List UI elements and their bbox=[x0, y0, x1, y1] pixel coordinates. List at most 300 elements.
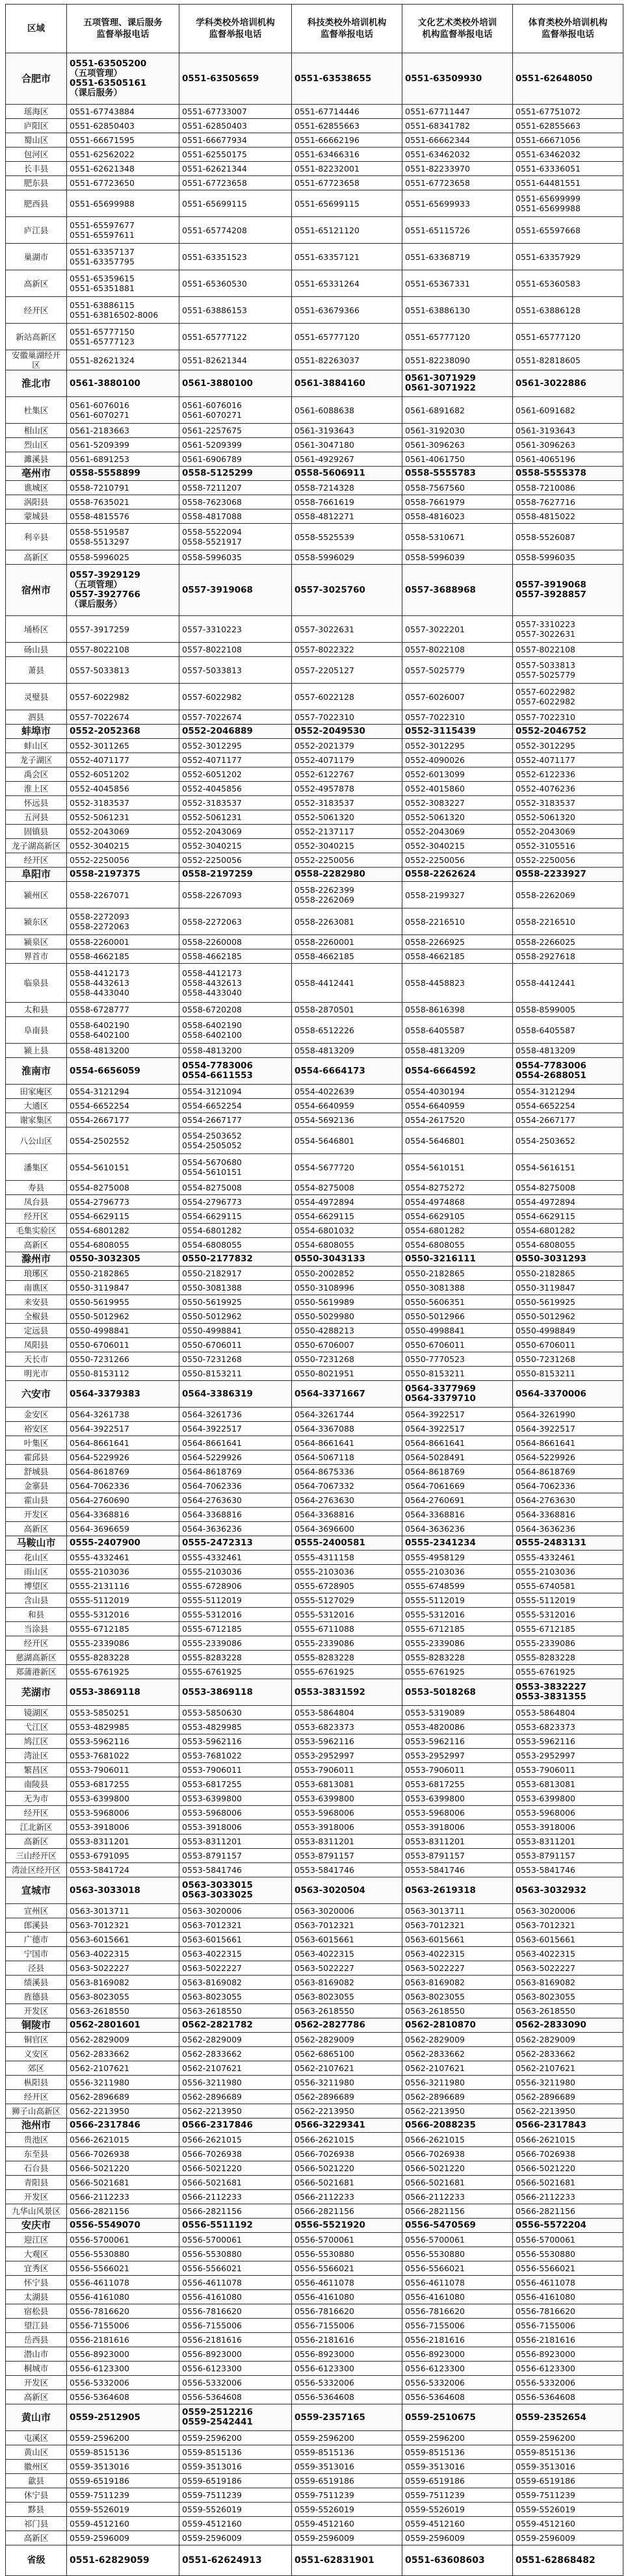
subject-training-phone: 0562-2107621 bbox=[179, 2061, 292, 2076]
sports-training-phone: 0561-6091682 bbox=[513, 397, 623, 424]
arts-training-phone: 0564-5028491 bbox=[402, 1450, 513, 1465]
tech-training-phone: 0559-2596009 bbox=[292, 2531, 402, 2545]
subject-training-phone: 0550-5619925 bbox=[179, 1295, 292, 1309]
area-cell: 鸠江区 bbox=[6, 1734, 67, 1749]
area-cell: 和县 bbox=[6, 1608, 67, 1622]
area-cell: 淮上区 bbox=[6, 782, 67, 796]
arts-training-phone: 0553-6817255 bbox=[402, 1777, 513, 1792]
sports-training-phone: 0556-5530880 bbox=[513, 2247, 623, 2261]
tech-training-phone: 0559-8515136 bbox=[292, 2445, 402, 2460]
five-management-phone: 0553-3869118 bbox=[67, 1679, 179, 1706]
five-management-phone: 0564-5229926 bbox=[67, 1450, 179, 1465]
tech-training-phone: 0562-2829009 bbox=[292, 2033, 402, 2047]
subject-training-phone: 0561-5209399 bbox=[179, 438, 292, 452]
subject-training-phone: 0551-66677934 bbox=[179, 133, 292, 148]
area-cell: 高新区 bbox=[6, 270, 67, 297]
tech-training-phone: 0564-5067118 bbox=[292, 1450, 402, 1465]
subject-training-phone: 0566-2317846 bbox=[179, 2119, 292, 2133]
district-row bbox=[6, 657, 623, 684]
tech-training-phone: 0551-66662196 bbox=[292, 133, 402, 148]
arts-training-phone: 0551-82233970 bbox=[402, 162, 513, 176]
five-management-phone: 0564-3379383 bbox=[67, 1381, 179, 1408]
sports-training-phone: 0551-63886128 bbox=[513, 297, 623, 324]
arts-training-phone: 0564-8661641 bbox=[402, 1436, 513, 1450]
sports-training-phone: 0553-6823373 bbox=[513, 1720, 623, 1734]
sports-training-phone: 0550-2182865 bbox=[513, 1267, 623, 1281]
sports-training-phone: 0551-67751072 bbox=[513, 105, 623, 119]
five-management-phone: 0552-5061231 bbox=[67, 810, 179, 825]
five-management-phone: 0564-7062336 bbox=[67, 1479, 179, 1493]
sports-training-phone: 0554-8275008 bbox=[513, 1181, 623, 1195]
subject-training-phone: 0564-3636236 bbox=[179, 1522, 292, 1536]
subject-training-phone: 0556-5566021 bbox=[179, 2261, 292, 2276]
subject-training-phone: 0553-5841746 bbox=[179, 1863, 292, 1877]
tech-training-phone: 0552-2049530 bbox=[292, 725, 402, 739]
tech-training-phone: 0552-2137117 bbox=[292, 825, 402, 839]
subject-training-phone: 0554-2796773 bbox=[179, 1195, 292, 1209]
district-row bbox=[6, 1806, 623, 1820]
five-management-phone: 0553-6817255 bbox=[67, 1777, 179, 1792]
subject-training-phone: 0550-2177832 bbox=[179, 1252, 292, 1267]
area-cell: 黄山区 bbox=[6, 2445, 67, 2460]
area-cell: 经开区 bbox=[6, 853, 67, 868]
tech-training-phone: 0552-4957878 bbox=[292, 782, 402, 796]
tech-training-phone: 0563-8023055 bbox=[292, 1990, 402, 2004]
district-row bbox=[6, 424, 623, 438]
area-cell: 省级 bbox=[6, 2545, 67, 2576]
district-row bbox=[6, 1408, 623, 1422]
sports-training-phone: 0550-5619925 bbox=[513, 1295, 623, 1309]
subject-training-phone: 0563-8023055 bbox=[179, 1990, 292, 2004]
tech-training-phone: 0554-8275008 bbox=[292, 1181, 402, 1195]
district-row bbox=[6, 2190, 623, 2204]
area-cell: 庐江县 bbox=[6, 217, 67, 244]
district-row bbox=[6, 1551, 623, 1565]
area-cell: 湾沚区经开区 bbox=[6, 1863, 67, 1877]
tech-training-phone: 0566-5021220 bbox=[292, 2161, 402, 2176]
tech-training-phone: 0550-4288213 bbox=[292, 1324, 402, 1338]
arts-training-phone: 0556-2181616 bbox=[402, 2333, 513, 2347]
district-row bbox=[6, 2488, 623, 2503]
sports-training-phone: 0559-4512160 bbox=[513, 2517, 623, 2531]
subject-training-phone: 0553-6399800 bbox=[179, 1792, 292, 1806]
sports-training-phone: 0554-6629115 bbox=[513, 1209, 623, 1224]
five-management-phone: 0553-6399800 bbox=[67, 1792, 179, 1806]
tech-training-phone: 0553-5968006 bbox=[292, 1806, 402, 1820]
arts-training-phone: 0558-4662185 bbox=[402, 949, 513, 964]
tech-training-phone: 0555-4311158 bbox=[292, 1551, 402, 1565]
sports-training-phone: 0550-5012962 bbox=[513, 1309, 623, 1324]
tech-training-phone: 0555-6711088 bbox=[292, 1622, 402, 1636]
area-cell: 凤阳县 bbox=[6, 1338, 67, 1352]
district-row bbox=[6, 2033, 623, 2047]
five-management-phone: 0566-5021220 bbox=[67, 2161, 179, 2176]
subject-training-phone: 0552-3040215 bbox=[179, 839, 292, 853]
area-cell: 五河县 bbox=[6, 810, 67, 825]
subject-training-phone: 0559-2512216 0559-2542441 bbox=[179, 2404, 292, 2431]
tech-training-phone: 0550-8021951 bbox=[292, 1367, 402, 1381]
area-cell: 经开区 bbox=[6, 297, 67, 324]
arts-training-phone: 0566-2621015 bbox=[402, 2133, 513, 2147]
subject-training-phone: 0558-5125299 bbox=[179, 467, 292, 481]
header-tech-training: 科技类校外培训机构 监督举报电话 bbox=[292, 5, 402, 53]
arts-training-phone: 0551-65367331 bbox=[402, 270, 513, 297]
sports-training-phone: 0559-2596200 bbox=[513, 2431, 623, 2445]
sports-training-phone: 0558-4813209 bbox=[513, 1044, 623, 1058]
header-sports-training: 体育类校外培训机构 监督举报电话 bbox=[513, 5, 623, 53]
subject-training-phone: 0551-65699115 bbox=[179, 190, 292, 217]
district-row bbox=[6, 1238, 623, 1252]
subject-training-phone: 0557-8022108 bbox=[179, 643, 292, 657]
five-management-phone: 0555-2131116 bbox=[67, 1579, 179, 1593]
subject-training-phone: 0563-5022227 bbox=[179, 1961, 292, 1976]
subject-training-phone: 0556-4611078 bbox=[179, 2276, 292, 2290]
sports-training-phone: 0554-2667177 bbox=[513, 1113, 623, 1127]
area-cell: 含山县 bbox=[6, 1593, 67, 1608]
district-row bbox=[6, 1565, 623, 1579]
sports-training-phone: 0553-8791157 bbox=[513, 1849, 623, 1863]
subject-training-phone: 0558-5522094 0558-5521917 bbox=[179, 524, 292, 550]
five-management-phone: 0559-3513016 bbox=[67, 2460, 179, 2474]
five-management-phone: 0551-63886115 0551-63816502-8006 bbox=[67, 297, 179, 324]
arts-training-phone: 0553-3918006 bbox=[402, 1820, 513, 1835]
district-row bbox=[6, 1436, 623, 1450]
area-cell: 望江县 bbox=[6, 2319, 67, 2333]
district-row bbox=[6, 1422, 623, 1436]
district-row bbox=[6, 2204, 623, 2219]
sports-training-phone: 0551-64481551 bbox=[513, 176, 623, 190]
arts-training-phone: 0556-7155006 bbox=[402, 2319, 513, 2333]
tech-training-phone: 0556-2181616 bbox=[292, 2333, 402, 2347]
arts-training-phone: 0555-5112019 bbox=[402, 1593, 513, 1608]
area-cell: 濉溪县 bbox=[6, 452, 67, 467]
tech-training-phone: 0556-7155006 bbox=[292, 2319, 402, 2333]
area-cell: 经开区 bbox=[6, 2090, 67, 2104]
subject-training-phone: 0550-3081388 bbox=[179, 1281, 292, 1295]
tech-training-phone: 0552-6122767 bbox=[292, 767, 402, 782]
subject-training-phone: 0553-5850630 bbox=[179, 1706, 292, 1720]
tech-training-phone: 0555-6761925 bbox=[292, 1665, 402, 1679]
sports-training-phone: 0564-2763630 bbox=[513, 1493, 623, 1508]
five-management-phone: 0554-3121294 bbox=[67, 1085, 179, 1099]
five-management-phone: 0564-3261738 bbox=[67, 1408, 179, 1422]
arts-training-phone: 0558-4816023 bbox=[402, 509, 513, 524]
sports-training-phone: 0558-6405587 bbox=[513, 1017, 623, 1044]
tech-training-phone: 0556-6123300 bbox=[292, 2362, 402, 2376]
subject-training-phone: 0558-4412173 0558-4432613 0558-4433040 bbox=[179, 964, 292, 1003]
table-header bbox=[6, 5, 623, 53]
arts-training-phone: 0558-5996039 bbox=[402, 550, 513, 565]
district-row bbox=[6, 1990, 623, 2004]
city-row bbox=[6, 2119, 623, 2133]
area-cell: 开发区 bbox=[6, 2190, 67, 2204]
area-cell: 宣城市 bbox=[6, 1877, 67, 1904]
area-cell: 青阳县 bbox=[6, 2176, 67, 2190]
arts-training-phone: 0558-6405587 bbox=[402, 1017, 513, 1044]
arts-training-phone: 0551-63462032 bbox=[402, 148, 513, 162]
sports-training-phone: 0553-5841746 bbox=[513, 1863, 623, 1877]
five-management-phone: 0561-2183663 bbox=[67, 424, 179, 438]
city-row bbox=[6, 565, 623, 616]
arts-training-phone: 0553-5968006 bbox=[402, 1806, 513, 1820]
sports-training-phone: 0552-3105516 bbox=[513, 839, 623, 853]
subject-training-phone: 0564-7062336 bbox=[179, 1479, 292, 1493]
district-row bbox=[6, 2431, 623, 2445]
district-row bbox=[6, 2376, 623, 2390]
sports-training-phone: 0550-8153211 bbox=[513, 1367, 623, 1381]
tech-training-phone: 0558-4662185 bbox=[292, 949, 402, 964]
subject-training-phone: 0555-6761925 bbox=[179, 1665, 292, 1679]
district-row bbox=[6, 2474, 623, 2488]
sports-training-phone: 0552-3183537 bbox=[513, 796, 623, 810]
area-cell: 镜湖区 bbox=[6, 1706, 67, 1720]
sports-training-phone: 0559-7511239 bbox=[513, 2488, 623, 2503]
sports-training-phone: 0558-5555378 bbox=[513, 467, 623, 481]
five-management-phone: 0566-2112233 bbox=[67, 2190, 179, 2204]
sports-training-phone: 0558-5996035 bbox=[513, 550, 623, 565]
subject-training-phone: 0562-2829009 bbox=[179, 2033, 292, 2047]
tech-training-phone: 0551-82232001 bbox=[292, 162, 402, 176]
district-row bbox=[6, 1608, 623, 1622]
sports-training-phone: 0564-3368816 bbox=[513, 1508, 623, 1522]
arts-training-phone: 0558-5555783 bbox=[402, 467, 513, 481]
sports-training-phone: 0555-2483131 bbox=[513, 1536, 623, 1551]
area-cell: 无为市 bbox=[6, 1792, 67, 1806]
five-management-phone: 0551-67743884 bbox=[67, 105, 179, 119]
arts-training-phone: 0551-67723658 bbox=[402, 176, 513, 190]
sports-training-phone: 0564-8661641 bbox=[513, 1436, 623, 1450]
sports-training-phone: 0554-3121294 bbox=[513, 1085, 623, 1099]
area-cell: 明光市 bbox=[6, 1367, 67, 1381]
district-row bbox=[6, 1720, 623, 1734]
tech-training-phone: 0550-6706007 bbox=[292, 1338, 402, 1352]
tech-training-phone: 0566-2112233 bbox=[292, 2190, 402, 2204]
arts-training-phone: 0555-2103036 bbox=[402, 1565, 513, 1579]
arts-training-phone: 0556-3211980 bbox=[402, 2076, 513, 2090]
tech-training-phone: 0556-5530880 bbox=[292, 2247, 402, 2261]
subject-training-phone: 0556-5332006 bbox=[179, 2376, 292, 2390]
area-cell: 宁国市 bbox=[6, 1947, 67, 1961]
city-row bbox=[6, 53, 623, 105]
area-cell: 杜集区 bbox=[6, 397, 67, 424]
arts-training-phone: 0556-4611078 bbox=[402, 2276, 513, 2290]
header-arts-training: 文化艺术类校外培训 机构监督举报电话 bbox=[402, 5, 513, 53]
sports-training-phone: 0551-65597668 bbox=[513, 217, 623, 244]
five-management-phone: 0551-67723650 bbox=[67, 176, 179, 190]
five-management-phone: 0566-2317846 bbox=[67, 2119, 179, 2133]
area-cell: 高新区 bbox=[6, 1835, 67, 1849]
tech-training-phone: 0551-65699115 bbox=[292, 190, 402, 217]
five-management-phone: 0558-5558899 bbox=[67, 467, 179, 481]
area-cell: 灵璧县 bbox=[6, 684, 67, 710]
arts-training-phone: 0561-3192030 bbox=[402, 424, 513, 438]
tech-training-phone: 0564-3696600 bbox=[292, 1522, 402, 1536]
subject-training-phone: 0566-7026938 bbox=[179, 2147, 292, 2161]
subject-training-phone: 0558-4662185 bbox=[179, 949, 292, 964]
tech-training-phone: 0552-4071179 bbox=[292, 753, 402, 767]
sports-training-phone: 0554-2503652 bbox=[513, 1127, 623, 1154]
arts-training-phone: 0559-6519186 bbox=[402, 2474, 513, 2488]
subject-training-phone: 0562-2833662 bbox=[179, 2047, 292, 2061]
subject-training-phone: 0551-63886153 bbox=[179, 297, 292, 324]
subject-training-phone: 0551-63505659 bbox=[179, 53, 292, 105]
five-management-phone: 0562-2107621 bbox=[67, 2061, 179, 2076]
five-management-phone: 0564-3696659 bbox=[67, 1522, 179, 1536]
five-management-phone: 0559-2512905 bbox=[67, 2404, 179, 2431]
area-cell: 开发区 bbox=[6, 2004, 67, 2018]
arts-training-phone: 0555-4958129 bbox=[402, 1551, 513, 1565]
district-row bbox=[6, 1820, 623, 1835]
five-management-phone: 0550-5012962 bbox=[67, 1309, 179, 1324]
arts-training-phone: 0558-4813209 bbox=[402, 1044, 513, 1058]
subject-training-phone: 0550-5012962 bbox=[179, 1309, 292, 1324]
sports-training-phone: 0552-2043069 bbox=[513, 825, 623, 839]
five-management-phone: 0557-3917259 bbox=[67, 616, 179, 643]
five-management-phone: 0552-3011265 bbox=[67, 739, 179, 753]
subject-training-phone: 0566-5021220 bbox=[179, 2161, 292, 2176]
five-management-phone: 0558-7635021 bbox=[67, 495, 179, 509]
arts-training-phone: 0563-8023055 bbox=[402, 1990, 513, 2004]
sports-training-phone: 0551-62648050 bbox=[513, 53, 623, 105]
city-row bbox=[6, 725, 623, 739]
area-cell: 高新区 bbox=[6, 1522, 67, 1536]
area-cell: 安庆市 bbox=[6, 2219, 67, 2233]
subject-training-phone: 0559-6519186 bbox=[179, 2474, 292, 2488]
subject-training-phone: 0563-4022315 bbox=[179, 1947, 292, 1961]
sports-training-phone: 0564-3922517 bbox=[513, 1422, 623, 1436]
five-management-phone: 0553-6791095 bbox=[67, 1849, 179, 1863]
header-subject-training: 学科类校外培训机构 监督举报电话 bbox=[179, 5, 292, 53]
district-row bbox=[6, 1450, 623, 1465]
tech-training-phone: 0558-4412441 bbox=[292, 964, 402, 1003]
area-cell: 宜秀区 bbox=[6, 2261, 67, 2276]
sports-training-phone: 0564-3370006 bbox=[513, 1381, 623, 1408]
five-management-phone: 0562-2801601 bbox=[67, 2018, 179, 2033]
five-management-phone: 0558-2260001 bbox=[67, 935, 179, 949]
tech-training-phone: 0562-2213950 bbox=[292, 2104, 402, 2119]
tech-training-phone: 0561-3884160 bbox=[292, 370, 402, 397]
five-management-phone: 0555-8283228 bbox=[67, 1651, 179, 1665]
subject-training-phone: 0555-6712185 bbox=[179, 1622, 292, 1636]
arts-training-phone: 0555-2339086 bbox=[402, 1636, 513, 1651]
five-management-phone: 0550-3119847 bbox=[67, 1281, 179, 1295]
five-management-phone: 0558-2272093 0558-2272063 bbox=[67, 908, 179, 935]
five-management-phone: 0564-3368816 bbox=[67, 1508, 179, 1522]
five-management-phone: 0555-2103036 bbox=[67, 1565, 179, 1579]
tech-training-phone: 0553-3918006 bbox=[292, 1820, 402, 1835]
subject-training-phone: 0562-2896689 bbox=[179, 2090, 292, 2104]
arts-training-phone: 0564-3377969 0564-3379710 bbox=[402, 1381, 513, 1408]
area-cell: 涡阳县 bbox=[6, 495, 67, 509]
tech-training-phone: 0553-7906011 bbox=[292, 1763, 402, 1777]
sports-training-phone: 0553-5962116 bbox=[513, 1734, 623, 1749]
five-management-phone: 0554-2796773 bbox=[67, 1195, 179, 1209]
district-row bbox=[6, 397, 623, 424]
area-cell: 太湖县 bbox=[6, 2290, 67, 2304]
area-cell: 新站高新区 bbox=[6, 324, 67, 350]
district-row bbox=[6, 1113, 623, 1127]
arts-training-phone: 0564-8618769 bbox=[402, 1465, 513, 1479]
district-row bbox=[6, 176, 623, 190]
subject-training-phone: 0557-3919068 bbox=[179, 565, 292, 616]
tech-training-phone: 0563-5022227 bbox=[292, 1961, 402, 1976]
area-cell: 舒城县 bbox=[6, 1465, 67, 1479]
district-row bbox=[6, 2531, 623, 2545]
five-management-phone: 0562-2829009 bbox=[67, 2033, 179, 2047]
area-cell: 宿州市 bbox=[6, 565, 67, 616]
five-management-phone: 0556-5530880 bbox=[67, 2247, 179, 2261]
arts-training-phone: 0559-7511239 bbox=[402, 2488, 513, 2503]
sports-training-phone: 0552-5061320 bbox=[513, 810, 623, 825]
arts-training-phone: 0558-2199327 bbox=[402, 882, 513, 908]
sports-training-phone: 0564-8618769 bbox=[513, 1465, 623, 1479]
area-cell: 屯溪区 bbox=[6, 2431, 67, 2445]
arts-training-phone: 0551-65699933 bbox=[402, 190, 513, 217]
sports-training-phone: 0558-4815022 bbox=[513, 509, 623, 524]
five-management-phone: 0551-65597677 0551-65597611 bbox=[67, 217, 179, 244]
subject-training-phone: 0566-5021681 bbox=[179, 2176, 292, 2190]
five-management-phone: 0563-6015661 bbox=[67, 1933, 179, 1947]
tech-training-phone: 0557-8022322 bbox=[292, 643, 402, 657]
sports-training-phone: 0551-63462032 bbox=[513, 148, 623, 162]
tech-training-phone: 0551-63538655 bbox=[292, 53, 402, 105]
subject-training-phone: 0556-2181616 bbox=[179, 2333, 292, 2347]
five-management-phone: 0553-5841724 bbox=[67, 1863, 179, 1877]
area-cell: 广德市 bbox=[6, 1933, 67, 1947]
subject-training-phone: 0551-63351523 bbox=[179, 244, 292, 270]
subject-training-phone: 0563-2618550 bbox=[179, 2004, 292, 2018]
five-management-phone: 0559-4512160 bbox=[67, 2517, 179, 2531]
arts-training-phone: 0563-7012321 bbox=[402, 1918, 513, 1933]
subject-training-phone: 0557-6022982 bbox=[179, 684, 292, 710]
tech-training-phone: 0551-63466316 bbox=[292, 148, 402, 162]
arts-training-phone: 0553-5962116 bbox=[402, 1734, 513, 1749]
subject-training-phone: 0551-62850403 bbox=[179, 119, 292, 133]
sports-training-phone: 0562-2833090 bbox=[513, 2018, 623, 2033]
area-cell: 高新区 bbox=[6, 2531, 67, 2545]
area-cell: 萧县 bbox=[6, 657, 67, 684]
subject-training-phone: 0563-6015661 bbox=[179, 1933, 292, 1947]
five-management-phone: 0557-6022982 bbox=[67, 684, 179, 710]
area-cell: 天长市 bbox=[6, 1352, 67, 1367]
sports-training-phone: 0553-2952997 bbox=[513, 1749, 623, 1763]
arts-training-phone: 0557-3022201 bbox=[402, 616, 513, 643]
area-cell: 龙子湖区 bbox=[6, 753, 67, 767]
five-management-phone: 0556-5566021 bbox=[67, 2261, 179, 2276]
district-row bbox=[6, 1651, 623, 1665]
arts-training-phone: 0563-8169082 bbox=[402, 1976, 513, 1990]
sports-training-phone: 0551-63336051 bbox=[513, 162, 623, 176]
district-row bbox=[6, 1367, 623, 1381]
arts-training-phone: 0555-2341234 bbox=[402, 1536, 513, 1551]
area-cell: 狮子山高新区 bbox=[6, 2104, 67, 2119]
sports-training-phone: 0551-66671056 bbox=[513, 133, 623, 148]
arts-training-phone: 0550-2182865 bbox=[402, 1267, 513, 1281]
tech-training-phone: 0558-2870501 bbox=[292, 1003, 402, 1017]
sports-training-phone: 0554-6808055 bbox=[513, 1238, 623, 1252]
district-row bbox=[6, 1976, 623, 1990]
area-cell: 芜湖市 bbox=[6, 1679, 67, 1706]
district-row bbox=[6, 550, 623, 565]
district-row bbox=[6, 767, 623, 782]
district-row bbox=[6, 1338, 623, 1352]
arts-training-phone: 0564-2760691 bbox=[402, 1493, 513, 1508]
sports-training-phone: 0562-2833662 bbox=[513, 2047, 623, 2061]
arts-training-phone: 0557-5025779 bbox=[402, 657, 513, 684]
area-cell: 开发区 bbox=[6, 2376, 67, 2390]
district-row bbox=[6, 1508, 623, 1522]
five-management-phone: 0557-5033813 bbox=[67, 657, 179, 684]
